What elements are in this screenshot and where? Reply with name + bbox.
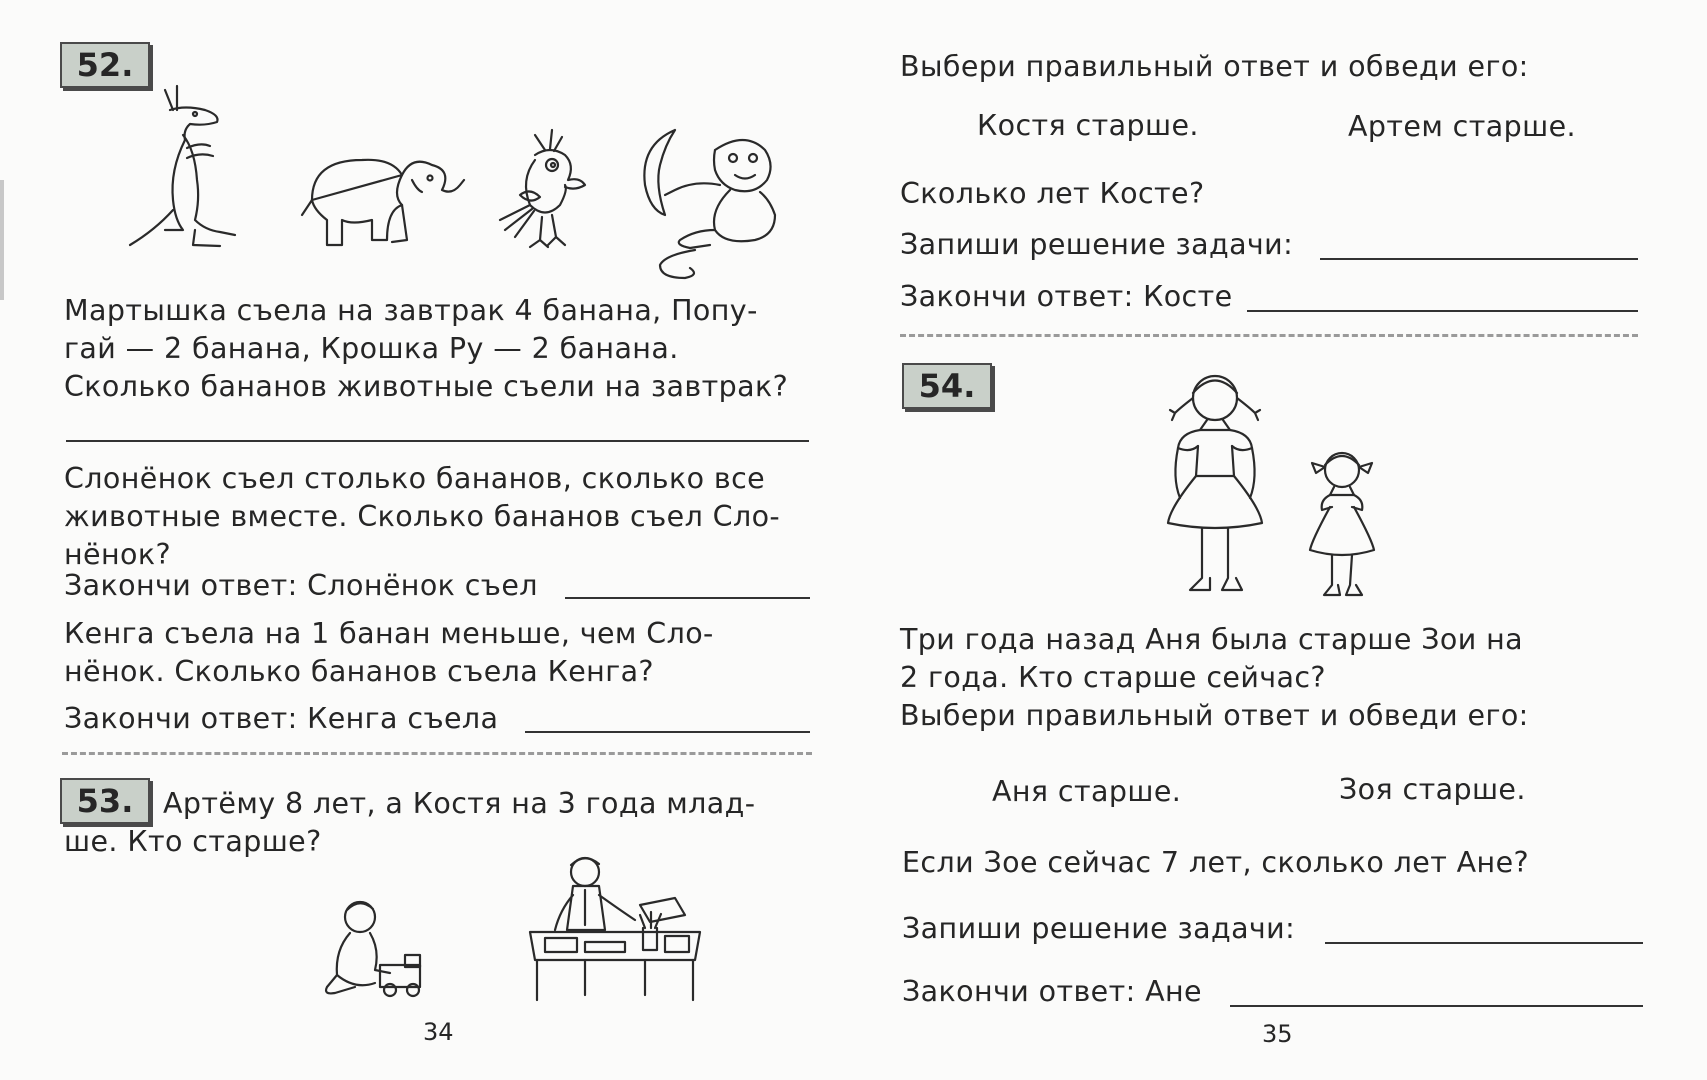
answer-line[interactable] xyxy=(1230,1005,1643,1007)
option-anya[interactable]: Аня старше. xyxy=(992,775,1182,808)
text-line: 2 года. Кто старше сейчас? xyxy=(900,661,1326,694)
text-line: гай — 2 банана, Крошка Ру — 2 банана. xyxy=(64,332,679,365)
question-anya-age: Если Зое сейчас 7 лет, сколько лет Ане? xyxy=(902,846,1530,879)
answer-line[interactable] xyxy=(525,731,810,733)
task-53-number: 53. xyxy=(76,782,134,820)
option-kostya[interactable]: Костя старше. xyxy=(977,109,1199,142)
task-53-badge xyxy=(60,778,150,824)
task-divider xyxy=(900,334,1638,337)
text-line: Три года назад Аня была старше Зои на xyxy=(900,623,1524,656)
choose-instruction: Выбери правильный ответ и обведи его: xyxy=(900,50,1529,83)
answer-kostya-label: Закончи ответ: Косте xyxy=(900,280,1233,313)
write-solution-label: Запиши решение задачи: xyxy=(900,228,1294,261)
task-52-text-2 xyxy=(64,460,780,574)
boy-with-truck-icon xyxy=(315,895,435,1005)
answer-line[interactable] xyxy=(66,440,809,442)
elephant-icon xyxy=(292,140,472,260)
text-line: Выбери правильный ответ и обведи его: xyxy=(900,699,1529,732)
small-girl-icon xyxy=(1292,445,1392,605)
text-line: нёнок. Сколько бананов съела Кенга? xyxy=(64,655,654,688)
text-line: Слонёнок съел столько бананов, сколько все xyxy=(64,462,766,495)
tall-girl-icon xyxy=(1150,368,1285,608)
task-52-number: 52. xyxy=(76,46,134,84)
task-53-text-second xyxy=(64,823,322,861)
task-52-text-3 xyxy=(64,615,714,691)
text-line: нёнок? xyxy=(64,538,171,571)
task-52-answer-1-label: Закончи ответ: Слонёнок съел xyxy=(64,569,538,602)
text-line: Артёму 8 лет, а Костя на 3 года млад- xyxy=(163,787,756,820)
write-solution-label: Запиши решение задачи: xyxy=(902,912,1296,945)
question-kostya-age: Сколько лет Косте? xyxy=(900,177,1205,210)
page-edge xyxy=(0,180,4,300)
text-line: Сколько бананов животные съели на завтрак? xyxy=(64,370,789,403)
answer-anya-label: Закончи ответ: Ане xyxy=(902,975,1202,1008)
task-divider xyxy=(62,752,812,755)
solution-line[interactable] xyxy=(1320,258,1638,260)
task-54-text xyxy=(900,621,1642,735)
text-line-justified xyxy=(900,621,1642,659)
monkey-icon xyxy=(635,120,800,280)
kangaroo-icon xyxy=(125,80,255,260)
task-54-number: 54. xyxy=(918,367,976,405)
answer-line[interactable] xyxy=(565,597,810,599)
page-number: 35 xyxy=(1262,1020,1293,1048)
task-52-text-1 xyxy=(64,292,788,406)
task-52-answer-2-label: Закончи ответ: Кенга съела xyxy=(64,702,499,735)
solution-line[interactable] xyxy=(1325,942,1643,944)
answer-line[interactable] xyxy=(1247,310,1638,312)
task-53-text-first xyxy=(163,785,755,823)
text-line: Кенга съела на 1 банан меньше, чем Сло- xyxy=(64,617,714,650)
text-line: Мартышка съела на завтрак 4 банана, Попу- xyxy=(64,294,758,327)
text-line: животные вместе. Сколько бананов съел Сло- xyxy=(64,500,781,533)
option-zoya[interactable]: Зоя старше. xyxy=(1339,773,1526,806)
text-line: ше. Кто старше? xyxy=(64,825,322,858)
page-number: 34 xyxy=(423,1018,454,1046)
right-page xyxy=(860,0,1707,1080)
boy-at-desk-icon xyxy=(525,850,705,1005)
option-artem[interactable]: Артем старше. xyxy=(1348,110,1576,143)
parrot-icon xyxy=(490,125,600,260)
task-54-badge xyxy=(902,363,992,409)
